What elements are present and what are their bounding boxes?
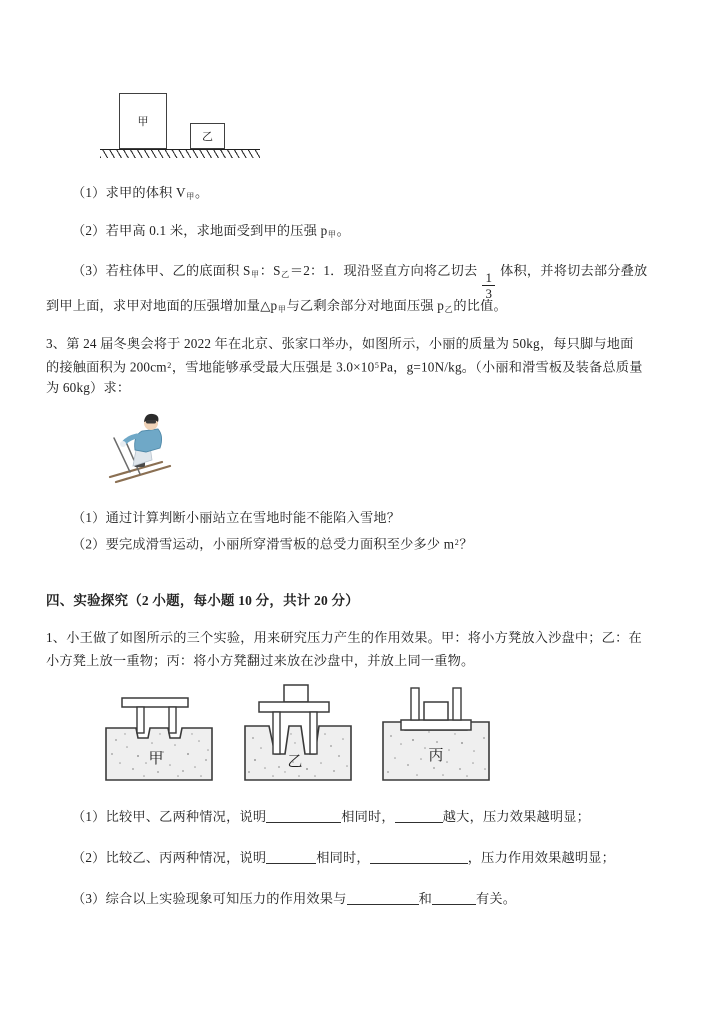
block-yi (190, 123, 225, 149)
line2-post: Pa，g=10N/kg。（小丽和滑雪板及装备总质量 (379, 359, 643, 375)
section4-item-3 (72, 886, 516, 912)
figure-three-experiments (100, 668, 495, 786)
item-text: 若甲高 0.1 米，求地面受到甲的压强 p (105, 223, 328, 238)
q1-number: 1、 (46, 630, 67, 645)
fraction-denominator: 3 (485, 286, 493, 302)
block-jia-label: 甲 (137, 116, 149, 128)
power-of-ten-exponent: 5 (374, 361, 380, 370)
item-seg-1: 综合以上实验现象可知压力的作用效果与 (105, 891, 347, 906)
question3-item-1 (72, 505, 400, 531)
item-text-tail: 。 (336, 223, 350, 238)
item-seg-2: ：S (259, 263, 281, 278)
item-marker: （3） (72, 891, 106, 906)
block-yi-label: 乙 (202, 131, 213, 143)
skier-illustration (100, 408, 195, 488)
item-text: 求甲的体积 V (105, 185, 186, 200)
item-subscript-yi: 乙 (281, 270, 290, 279)
q1-line1-text: 小王做了如图所示的三个实验，用来研究压力产生的作用效果。甲：将小方凳放入沙盘中；乙：在 (66, 630, 642, 645)
cm-squared-exponent: 2 (167, 361, 172, 370)
item-subscript: 甲 (186, 192, 195, 201)
item-marker: （2） (72, 536, 106, 552)
answer-blank-1[interactable] (347, 890, 419, 905)
item-seg-2: 相同时， (341, 809, 395, 824)
question2-item-2 (72, 218, 350, 248)
experiment-yi-diagram (239, 668, 357, 786)
m-squared-exponent: 2 (454, 538, 459, 547)
answer-blank-1[interactable] (266, 808, 341, 823)
experiment-yi (239, 668, 357, 786)
item-seg-1: 若柱体甲、乙的底面积 S (105, 263, 251, 278)
item-marker: （3） (72, 263, 106, 278)
item-text-tail: ？ (459, 536, 473, 552)
experiment-bing-diagram (377, 668, 495, 786)
answer-blank-2[interactable] (432, 890, 476, 905)
line2-seg-1: 到甲上面，求甲对地面的压强增加量△p (46, 298, 278, 313)
item-text: 要完成滑雪运动，小丽所穿滑雪板的总受力面积至少多少 m (105, 536, 455, 552)
item-marker: （1） (72, 510, 106, 525)
item-text-tail: 。 (194, 185, 209, 200)
line2-seg-2: 与乙剩余部分对地面压强 p (286, 298, 445, 313)
item-text: 通过计算判断小丽站立在雪地时能不能陷入雪地？ (105, 510, 401, 525)
item-seg-2: 相同时， (316, 850, 370, 865)
experiment-bing (377, 668, 495, 786)
line2-seg-3: 的比值。 (453, 298, 507, 313)
item-seg-3: ＝2：1．现沿竖直方向将乙切去 (289, 263, 478, 278)
item-seg-4: 体积，并将切去部分叠放 (500, 263, 648, 278)
figure-blocks-on-ground (95, 85, 270, 165)
line2-subscript-yi: 乙 (444, 305, 453, 314)
item-marker: （2） (72, 850, 106, 865)
item-seg-3: ，压力作用效果越明显； (467, 850, 616, 865)
section4-item-1 (72, 804, 590, 830)
question3-line3 (46, 375, 130, 401)
item-subscript: 甲 (327, 230, 337, 239)
ground-hatching (100, 150, 260, 158)
experiment-jia-label: 甲 (148, 751, 164, 767)
experiment-jia-diagram (100, 668, 218, 786)
figure-skier (100, 408, 195, 488)
answer-blank-2[interactable] (395, 808, 443, 823)
line2-pre: 的接触面积为 200cm (46, 359, 167, 375)
experiment-yi-label: 乙 (286, 754, 303, 770)
item-marker: （1） (72, 185, 106, 200)
question3-line2 (46, 353, 643, 381)
q1-line2-text: 小方凳上放一重物；丙：将小方凳翻过来放在沙盘中，并放上同一重物。 (46, 653, 475, 668)
section4-item-2 (72, 845, 615, 871)
section4-heading (46, 588, 359, 614)
question2-item-3-line2 (46, 293, 507, 323)
answer-blank-2[interactable] (370, 849, 468, 864)
line2-mid: ，雪地能够承受最大压强是 3.0×10 (171, 359, 375, 375)
answer-blank-1[interactable] (266, 849, 316, 864)
item-seg-3: 有关。 (475, 891, 517, 906)
line2-subscript-jia: 甲 (277, 305, 287, 314)
fraction-numerator: 1 (482, 271, 495, 286)
section4-heading-text: 四、实验探究（2 小题，每小题 10 分，共计 20 分） (46, 593, 359, 608)
item-seg-1: 比较乙、丙两种情况，说明 (105, 850, 267, 865)
question3-item-2 (72, 530, 473, 558)
item-marker: （1） (72, 809, 106, 824)
question3-line1-text: 第 24 届冬奥会将于 2022 年在北京、张家口举办，如图所示，小丽的质量为 50kg，每只脚与地面 (66, 336, 634, 351)
item-seg-3: 越大，压力效果越明显； (442, 809, 591, 824)
item-marker: （2） (72, 223, 106, 238)
experiment-jia (100, 668, 218, 786)
question2-item-1 (72, 180, 208, 210)
item-subscript-jia: 甲 (250, 270, 260, 279)
question3-line3-text: 为 60kg）求： (46, 380, 131, 395)
item-seg-1: 比较甲、乙两种情况，说明 (105, 809, 267, 824)
question3-number: 3、 (46, 336, 67, 351)
block-jia (119, 93, 167, 149)
experiment-bing-label: 丙 (428, 748, 444, 764)
item-seg-2: 和 (418, 891, 432, 906)
